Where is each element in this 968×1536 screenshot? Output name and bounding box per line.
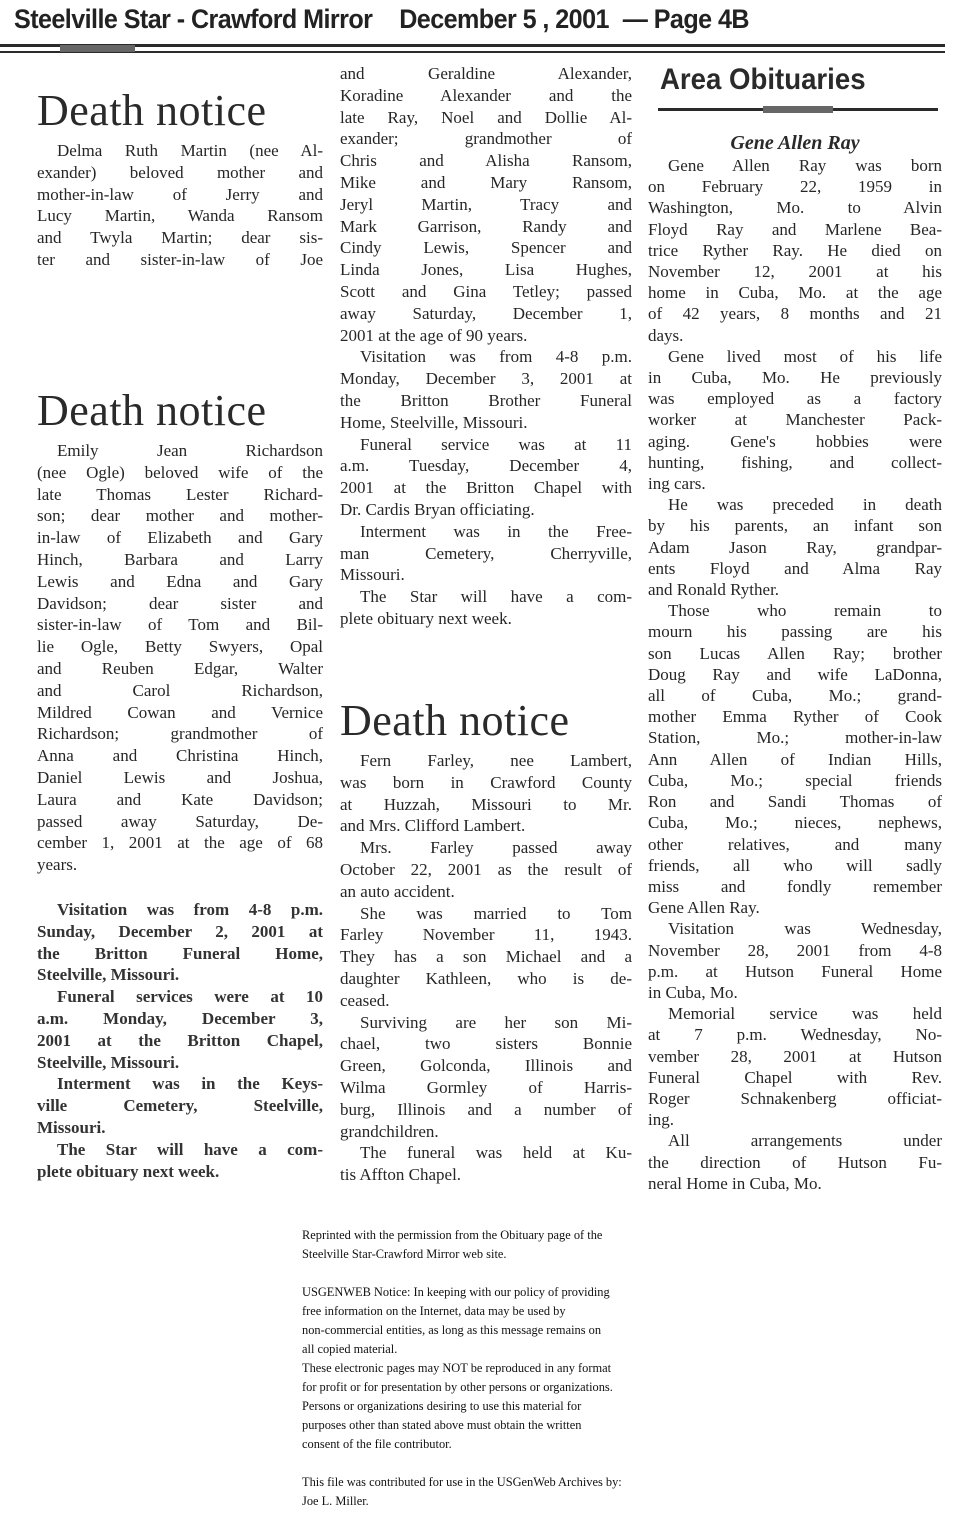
paragraph bbox=[648, 494, 942, 600]
paper-name: Steelville Star - Crawford Mirror bbox=[14, 4, 373, 34]
text-line: Roger Schnakenberg officiat- bbox=[648, 1088, 942, 1108]
article bbox=[340, 696, 632, 1186]
text-line: in Cuba, Mo. He previously bbox=[648, 368, 942, 388]
text-line: Jeryl Martin, Tracy and bbox=[340, 194, 632, 214]
text-line: Mrs. Farley passed away bbox=[360, 838, 632, 858]
text-line: Farley November 11, 1943. bbox=[340, 925, 632, 945]
footer-line: free information on the Internet, data may be used by bbox=[302, 1304, 566, 1318]
text-line: man Cemetery, Cherryville, bbox=[340, 543, 632, 563]
paragraph bbox=[340, 903, 632, 1012]
death-notice-heading: Death notice bbox=[37, 386, 267, 435]
text-line: Surviving are her son Mi- bbox=[360, 1012, 632, 1032]
text-line: a.m. Monday, December 3, bbox=[37, 1008, 323, 1028]
text-line: Station, Mo.; mother-in-law bbox=[648, 728, 942, 748]
text-line: years. bbox=[37, 855, 78, 875]
footer-line: Steelville Star-Crawford Mirror web site. bbox=[302, 1247, 507, 1261]
paragraph bbox=[37, 899, 323, 986]
rule-accent bbox=[763, 106, 833, 113]
paragraph bbox=[648, 918, 942, 1003]
text-line: They has a son Michael and a bbox=[340, 947, 632, 967]
text-line: Steelville, Missouri. bbox=[37, 1052, 180, 1072]
text-line: Ron and Sandi Thomas of bbox=[648, 792, 942, 812]
text-line: neral Home in Cuba, Mo. bbox=[648, 1173, 822, 1193]
text-line: days. bbox=[648, 325, 684, 345]
text-line: at Huzzah, Missouri to Mr. bbox=[340, 794, 632, 814]
text-line: Davidson; dear sister and bbox=[37, 593, 323, 613]
text-line: Wilma Gormley of Harris- bbox=[340, 1077, 632, 1097]
text-line: Funeral Chapel with Rev. bbox=[648, 1067, 942, 1087]
text-line: plete obituary next week. bbox=[37, 1161, 220, 1181]
text-line: and Carol Richardson, bbox=[37, 680, 323, 700]
text-line: worker at Manchester Pack- bbox=[648, 410, 942, 430]
paragraph bbox=[648, 600, 942, 918]
text-line: a.m. Tuesday, December 4, bbox=[340, 456, 632, 476]
text-line: 2001 at the age of 90 years. bbox=[340, 325, 528, 345]
article bbox=[37, 86, 323, 271]
text-line: Visitation was from 4-8 p.m. bbox=[360, 347, 632, 367]
text-line: home in Cuba, Mo. at the age bbox=[648, 283, 942, 303]
text-line: November 28, 2001 from 4-8 bbox=[648, 940, 942, 960]
footer-line: consent of the file contributor. bbox=[302, 1437, 452, 1451]
text-line: Chris and Alisha Ransom, bbox=[340, 151, 632, 171]
text-line: Washington, Mo. to Alvin bbox=[648, 198, 942, 218]
article bbox=[340, 63, 632, 630]
text-line: away Saturday, December 1, bbox=[340, 303, 632, 323]
text-line: Doug Ray and wife LaDonna, bbox=[648, 664, 942, 684]
text-line: was born in Crawford County bbox=[340, 772, 632, 792]
text-line: and Reuben Edgar, Walter bbox=[37, 658, 323, 678]
text-line: Mark Garrison, Randy and bbox=[340, 216, 632, 236]
text-line: ents Floyd and Alma Ray bbox=[648, 558, 942, 578]
text-line: in-law of Elizabeth and Gary bbox=[37, 528, 323, 548]
text-line: on February 22, 1959 in bbox=[648, 177, 942, 197]
text-line: Gene lived most of his life bbox=[668, 346, 942, 366]
death-notice-heading: Death notice bbox=[37, 86, 267, 135]
paragraph bbox=[37, 440, 323, 876]
text-line: exander) beloved mother and bbox=[37, 162, 323, 182]
text-line: Gene Allen Ray was born bbox=[668, 156, 942, 175]
text-line: vember 28, 2001 at Hutson bbox=[648, 1046, 942, 1066]
text-line: and Geraldine Alexander, bbox=[340, 64, 632, 83]
rule-accent bbox=[60, 45, 135, 52]
blank-line bbox=[302, 1264, 722, 1283]
text-line: the direction of Hutson Fu- bbox=[648, 1152, 942, 1172]
text-line: Daniel Lewis and Joshua, bbox=[37, 767, 323, 787]
text-line: miss and fondly remember bbox=[648, 876, 942, 896]
text-line: Those who remain to bbox=[668, 601, 942, 621]
text-line: and Mrs. Clifford Lambert. bbox=[340, 816, 526, 836]
text-line: Missouri. bbox=[37, 1117, 106, 1137]
text-line: Adam Jason Ray, grandpar- bbox=[648, 537, 942, 557]
text-line: Dr. Cardis Bryan officiating. bbox=[340, 499, 535, 519]
text-line: All arrangements under bbox=[668, 1131, 942, 1151]
footer-line: non-commercial entities, as long as this message remains on bbox=[302, 1323, 602, 1337]
text-line: of 42 years, 8 months and 21 bbox=[648, 304, 942, 324]
text-line: the Britton Funeral Home, bbox=[37, 943, 323, 963]
text-line: grandchildren. bbox=[340, 1121, 439, 1141]
text-line: The funeral was held at Ku- bbox=[360, 1143, 632, 1163]
heading-rule bbox=[658, 108, 938, 111]
text-line: Green, Golconda, Illinois and bbox=[340, 1056, 632, 1076]
text-line: Interment was in the Free- bbox=[360, 521, 632, 541]
text-line: tis Affton Chapel. bbox=[340, 1165, 462, 1185]
text-line: (nee Ogle) beloved wife of the bbox=[37, 462, 323, 482]
text-line: ter and sister-in-law of Joe bbox=[37, 249, 323, 269]
paragraph bbox=[37, 1073, 323, 1138]
text-line: hunting, fishing, and collect- bbox=[648, 452, 942, 472]
text-line: sister-in-law of Tom and Bil- bbox=[37, 615, 323, 635]
text-line: by his parents, an infant son bbox=[648, 516, 942, 536]
text-line: 2001 at the Britton Chapel, bbox=[37, 1030, 323, 1050]
text-line: trice Ryther Ray. He died on bbox=[648, 240, 942, 260]
text-line: Floyd Ray and Marlene Bea- bbox=[648, 219, 942, 239]
paragraph bbox=[37, 140, 323, 271]
text-line: Steelville, Missouri. bbox=[37, 965, 180, 985]
text-line: other relatives, and many bbox=[648, 834, 942, 854]
text-line: mother Emma Ryther of Cook bbox=[648, 707, 942, 727]
text-line: Lucy Martin, Wanda Ransom bbox=[37, 206, 323, 226]
text-line: late Ray, Noel and Dollie Al- bbox=[340, 107, 632, 127]
issue-date: December 5 , 2001 bbox=[399, 4, 609, 34]
text-line: Cuba, Mo.; special friends bbox=[648, 770, 942, 790]
paragraph bbox=[648, 155, 942, 346]
paragraph bbox=[648, 1130, 942, 1194]
text-line: The Star will have a com- bbox=[360, 587, 632, 607]
text-line: Gene Allen Ray. bbox=[648, 898, 760, 918]
paragraph bbox=[648, 1003, 942, 1130]
article bbox=[37, 386, 323, 1182]
text-line: He was preceded in death bbox=[668, 495, 942, 515]
text-line: Emily Jean Richardson bbox=[57, 441, 323, 460]
text-line: Missouri. bbox=[340, 565, 405, 585]
paragraph bbox=[340, 434, 632, 521]
footer-line: USGENWEB Notice: In keeping with our policy of providing bbox=[302, 1285, 610, 1299]
masthead bbox=[14, 4, 898, 35]
text-line: plete obituary next week. bbox=[340, 608, 512, 628]
text-line: late Thomas Lester Richard- bbox=[37, 484, 323, 504]
text-line: Fern Farley, nee Lambert, bbox=[360, 751, 632, 770]
text-line: and Twyla Martin; dear sis- bbox=[37, 228, 323, 248]
text-line: Mildred Cowan and Vernice bbox=[37, 702, 323, 722]
paragraph bbox=[648, 346, 942, 494]
blank-line bbox=[302, 1454, 722, 1473]
paragraph bbox=[37, 986, 323, 1073]
text-line: Visitation was Wednesday, bbox=[668, 919, 942, 939]
text-line: 2001 at the Britton Chapel with bbox=[340, 478, 632, 498]
usgenweb-footer bbox=[302, 1226, 722, 1511]
paragraph bbox=[340, 750, 632, 837]
footer-line: all copied material. bbox=[302, 1342, 398, 1356]
text-line: Laura and Kate Davidson; bbox=[37, 789, 323, 809]
text-line: cember 1, 2001 at the age of 68 bbox=[37, 833, 323, 853]
text-line: Delma Ruth Martin (nee Al- bbox=[57, 141, 323, 160]
text-line: was employed as a factory bbox=[648, 389, 942, 409]
text-line: Hinch, Barbara and Larry bbox=[37, 549, 323, 569]
text-line: November 12, 2001 at his bbox=[648, 262, 942, 282]
text-line: in Cuba, Mo. bbox=[648, 982, 738, 1002]
area-obituaries-heading: Area Obituaries bbox=[660, 63, 866, 96]
text-line: mother-in-law of Jerry and bbox=[37, 184, 323, 204]
text-line: Funeral service was at 11 bbox=[360, 434, 632, 454]
text-line: son; dear mother and mother- bbox=[37, 506, 323, 526]
paragraph bbox=[340, 346, 632, 433]
text-line: Linda Jones, Lisa Hughes, bbox=[340, 260, 632, 280]
text-line: chael, two sisters Bonnie bbox=[340, 1034, 632, 1054]
text-line: Koradine Alexander and the bbox=[340, 85, 632, 105]
text-line: Memorial service was held bbox=[668, 1004, 942, 1024]
text-line: son Lucas Allen Ray; brother bbox=[648, 643, 942, 663]
text-line: ceased. bbox=[340, 990, 390, 1010]
paragraph bbox=[340, 521, 632, 586]
obituary-name: Gene Allen Ray bbox=[730, 132, 860, 154]
footer-line: for profit or for presentation by other persons or organizations. bbox=[302, 1380, 613, 1394]
text-line: the Britton Brother Funeral bbox=[340, 390, 632, 410]
text-line: ing. bbox=[648, 1110, 674, 1130]
paragraph bbox=[340, 63, 632, 346]
text-line: lie Ogle, Betty Swyers, Opal bbox=[37, 637, 323, 657]
footer-line: These electronic pages may NOT be reproduced in any format bbox=[302, 1361, 612, 1375]
footer-line: Reprinted with the permission from the Obituary page of the bbox=[302, 1228, 603, 1242]
text-line: The Star will have a com- bbox=[57, 1139, 323, 1159]
masthead-rule bbox=[0, 44, 945, 47]
text-line: daughter Kathleen, who is de- bbox=[340, 968, 632, 988]
text-line: Sunday, December 2, 2001 at bbox=[37, 921, 323, 941]
text-line: and Ronald Ryther. bbox=[648, 580, 780, 600]
page-number: — Page 4B bbox=[622, 4, 749, 34]
text-line: aging. Gene's hobbies were bbox=[648, 431, 942, 451]
masthead-rule-lower bbox=[0, 51, 945, 53]
text-line: Cuba, Mo.; nieces, nephews, bbox=[648, 813, 942, 833]
text-line: Funeral services were at 10 bbox=[57, 987, 323, 1007]
paragraph bbox=[340, 586, 632, 630]
text-line: Scott and Gina Tetley; passed bbox=[340, 281, 632, 301]
text-line: Interment was in the Keys- bbox=[57, 1074, 323, 1094]
text-line: passed away Saturday, De- bbox=[37, 811, 323, 831]
footer-line: This file was contributed for use in the USGenWeb Archives by: bbox=[302, 1475, 622, 1489]
paragraph bbox=[340, 1012, 632, 1143]
footer-line: Joe L. Miller. bbox=[302, 1494, 369, 1508]
text-line: Mike and Mary Ransom, bbox=[340, 172, 632, 192]
text-line: ing cars. bbox=[648, 474, 706, 494]
death-notice-heading: Death notice bbox=[340, 696, 570, 745]
text-line: Cindy Lewis, Spencer and bbox=[340, 238, 632, 258]
text-line: ville Cemetery, Steelville, bbox=[37, 1096, 323, 1116]
text-line: exander; grandmother of bbox=[340, 129, 632, 149]
text-line: mourn his passing are his bbox=[648, 622, 942, 642]
text-line: burg, Illinois and a number of bbox=[340, 1099, 632, 1119]
text-line: She was married to Tom bbox=[360, 903, 632, 923]
text-line: friends, all who will sadly bbox=[648, 855, 942, 875]
text-line: Anna and Christina Hinch, bbox=[37, 746, 323, 766]
text-line: Visitation was from 4-8 p.m. bbox=[57, 899, 323, 919]
text-line: Ann Allen of Indian Hills, bbox=[648, 749, 942, 769]
article bbox=[648, 62, 942, 1194]
paragraph bbox=[340, 1142, 632, 1186]
text-line: p.m. at Hutson Funeral Home bbox=[648, 961, 942, 981]
paragraph bbox=[340, 837, 632, 902]
paragraph bbox=[37, 1139, 323, 1183]
text-line: October 22, 2001 as the result of bbox=[340, 859, 632, 879]
text-line: at 7 p.m. Wednesday, No- bbox=[648, 1025, 942, 1045]
text-line: all of Cuba, Mo.; grand- bbox=[648, 686, 942, 706]
footer-line: purposes other than stated above must obtain the written bbox=[302, 1418, 582, 1432]
text-line: Monday, December 3, 2001 at bbox=[340, 369, 632, 389]
text-line: Lewis and Edna and Gary bbox=[37, 571, 323, 591]
text-line: Richardson; grandmother of bbox=[37, 724, 323, 744]
footer-line: Persons or organizations desiring to use this material for bbox=[302, 1399, 582, 1413]
text-line: Home, Steelville, Missouri. bbox=[340, 412, 528, 432]
text-line: an auto accident. bbox=[340, 881, 455, 901]
